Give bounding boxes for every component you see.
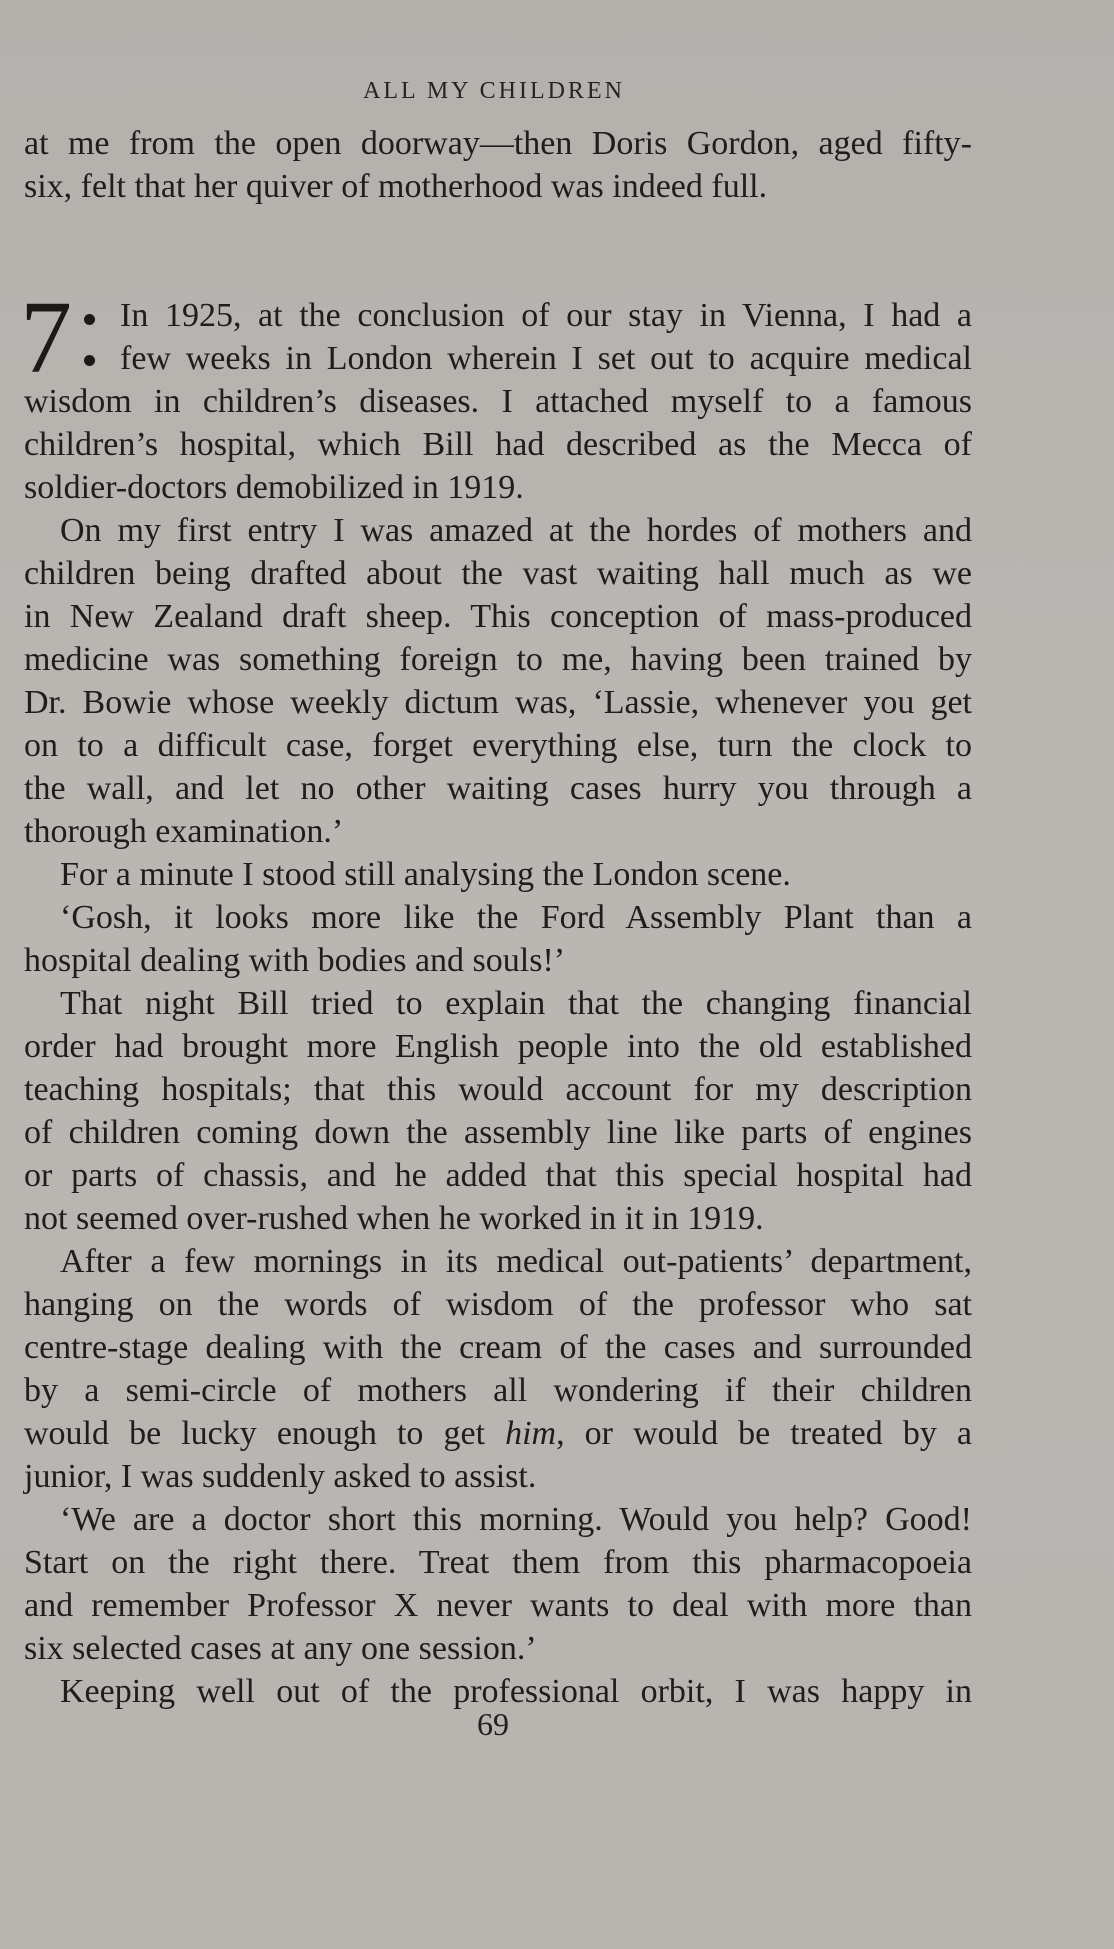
text-line: six selected cases at any one session.’	[24, 1630, 537, 1667]
text-line: In 1925, at the conclusion of our stay in Vienna, I had a	[120, 297, 972, 334]
running-head: ALL MY CHILDREN	[363, 78, 625, 104]
text-line: six, felt that her quiver of motherhood was indeed full.	[24, 168, 768, 205]
text-line: ‘Gosh, it looks more like the Ford Assembly Plant than a	[60, 899, 972, 936]
text-line: That night Bill tried to explain that the changing financial	[60, 985, 972, 1022]
text-line: in New Zealand draft sheep. This conception of mass-produced	[24, 598, 972, 635]
text-line: teaching hospitals; that this would account for my description	[24, 1071, 972, 1108]
text-line: junior, I was suddenly asked to assist.	[24, 1458, 537, 1495]
section-heading	[20, 280, 972, 395]
text-line: medicine was something foreign to me, having been trained by	[24, 641, 972, 678]
text-line: ‘We are a doctor short this morning. Would you help? Good!	[60, 1501, 972, 1538]
text-line: children being drafted about the vast waiting hall much as we	[24, 555, 972, 592]
section-7	[20, 280, 972, 1713]
text-line: not seemed over-rushed when he worked in it in 1919.	[24, 1200, 764, 1237]
section-number-colon	[84, 314, 98, 396]
text-line: of children coming down the assembly line like parts of engines	[24, 1114, 972, 1151]
text-line: Keeping well out of the professional orbit, I was happy in	[60, 1673, 972, 1710]
section-number: 7	[20, 280, 72, 395]
text-line: on to a difficult case, forget everything else, turn the clock to	[24, 727, 972, 764]
text-segment: would be lucky enough to get	[24, 1415, 506, 1452]
text-line: and remember Professor X never wants to deal with more than	[24, 1587, 972, 1624]
drop-lines	[120, 294, 972, 380]
text-line: children’s hospital, which Bill had described as the Mecca of	[24, 426, 972, 463]
text-line: hospital dealing with bodies and souls!’	[24, 942, 566, 979]
text-line: For a minute I stood still analysing the London scene.	[60, 856, 791, 893]
text-line: or parts of chassis, and he added that this special hospital had	[24, 1157, 972, 1194]
text-segment: , or would be treated by a	[556, 1415, 972, 1452]
text-line: centre-stage dealing with the cream of the cases and surrounded	[24, 1329, 972, 1366]
text-line: thorough examination.’	[24, 813, 344, 850]
text-line: hanging on the words of wisdom of the professor who sat	[24, 1286, 972, 1323]
text-line: soldier-doctors demobilized in 1919.	[24, 469, 524, 506]
text-line: On my first entry I was amazed at the hordes of mothers and	[60, 512, 972, 549]
text-line: Start on the right there. Treat them from this pharmacopoeia	[24, 1544, 972, 1581]
text-line-with-italic	[24, 1412, 972, 1455]
opening-paragraph	[24, 122, 972, 208]
text-line: wisdom in children’s diseases. I attached myself to a famous	[24, 383, 972, 420]
text-line: order had brought more English people into the old established	[24, 1028, 972, 1065]
text-line: Dr. Bowie whose weekly dictum was, ‘Lassie, whenever you get	[24, 684, 972, 721]
italic-word: him	[505, 1415, 557, 1452]
text-line: the wall, and let no other waiting cases hurry you through a	[24, 770, 972, 807]
text-line: After a few mornings in its medical out-patients’ department,	[60, 1243, 972, 1280]
text-line: few weeks in London wherein I set out to acquire medical	[120, 340, 972, 377]
page-number: 69	[477, 1706, 509, 1742]
text-line: by a semi-circle of mothers all wondering if their children	[24, 1372, 972, 1409]
text-line: at me from the open doorway—then Doris Gordon, aged fifty-	[24, 125, 972, 162]
